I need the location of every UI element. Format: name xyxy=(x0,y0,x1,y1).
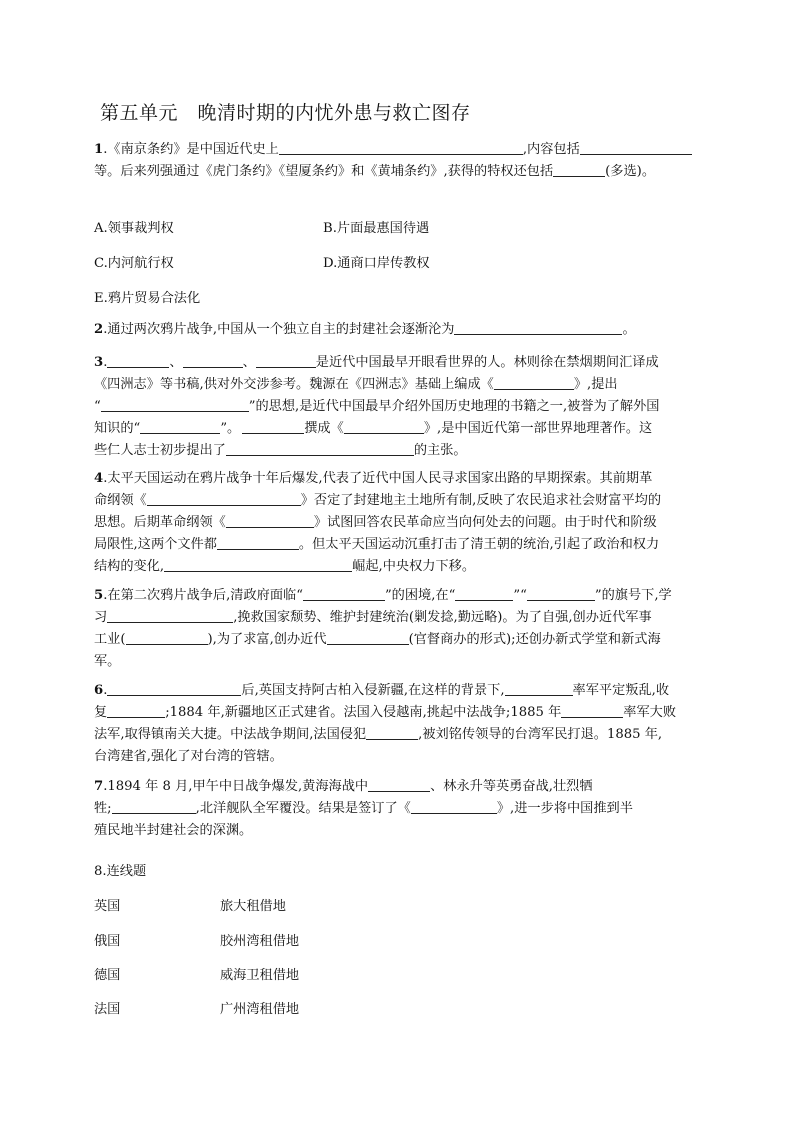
answer-blank[interactable] xyxy=(107,681,241,696)
page-title: 第五单元 晚清时期的内忧外患与救亡图存 xyxy=(100,102,471,124)
question-text: 是近代中国最早开眼看世界的人。林则徐在禁烟期间汇译成 xyxy=(315,355,659,370)
question-text: 》否定了封建地主土地所有制,反映了农民追求社会财富平均的 xyxy=(300,493,662,508)
answer-blank[interactable] xyxy=(344,419,424,434)
answer-blank[interactable] xyxy=(164,557,352,572)
question-number: 2 xyxy=(94,322,104,337)
answer-blank[interactable] xyxy=(226,513,314,528)
question-text: 》,是中国近代第一部世界地理著作。这 xyxy=(423,421,653,436)
option-d[interactable]: D.通商口岸传教权 xyxy=(323,256,430,271)
match-right-item[interactable]: 威海卫租借地 xyxy=(220,968,300,983)
question-2 xyxy=(94,319,704,341)
answer-blank[interactable] xyxy=(242,419,304,434)
question-text: . xyxy=(103,355,108,370)
question-text: 》,进一步将中国推到半 xyxy=(496,801,633,816)
question-text: 、 xyxy=(242,355,256,370)
question-text: 命纲领《 xyxy=(94,493,147,508)
question-5 xyxy=(94,585,704,673)
question-text: . xyxy=(103,683,108,698)
match-left-item[interactable]: 英国 xyxy=(94,899,121,914)
question-text: 台湾建省,强化了对台湾的管辖。 xyxy=(94,749,283,764)
answer-blank[interactable] xyxy=(561,703,623,718)
answer-blank[interactable] xyxy=(505,681,573,696)
question-text: 的主张。 xyxy=(413,443,467,458)
question-text: “ xyxy=(94,399,101,414)
question-number: 5 xyxy=(94,588,104,603)
answer-blank[interactable] xyxy=(183,353,243,368)
question-text: 结构的变化, xyxy=(94,559,165,574)
question-text: 后,英国支持阿古柏入侵新疆,在这样的背景下, xyxy=(241,683,505,698)
question-text: 法军,取得镇南关大捷。中法战争期间,法国侵犯 xyxy=(94,727,367,742)
question-7 xyxy=(94,776,704,842)
question-number: 4 xyxy=(94,471,104,486)
answer-blank[interactable] xyxy=(112,799,196,814)
question-text: 率军平定叛乱,收 xyxy=(572,683,670,698)
question-text: ”。 xyxy=(220,421,241,436)
question-text: ,被刘铭传领导的台湾军民打退。1885 年, xyxy=(418,727,663,742)
question-4 xyxy=(94,468,704,578)
question-text: 思想。后期革命纲领《 xyxy=(94,515,226,530)
question-text: 崛起,中央权力下移。 xyxy=(352,559,476,574)
question-number: 7 xyxy=(94,779,104,794)
option-c[interactable]: C.内河航行权 xyxy=(94,256,174,271)
answer-blank[interactable] xyxy=(553,162,605,177)
answer-blank[interactable] xyxy=(101,397,249,412)
option-b[interactable]: B.片面最惠国待遇 xyxy=(323,221,430,236)
question-text: ”的困境,在“ xyxy=(384,588,456,603)
answer-blank[interactable] xyxy=(140,419,220,434)
answer-blank[interactable] xyxy=(455,586,513,601)
answer-blank[interactable] xyxy=(217,535,299,550)
match-left-item[interactable]: 俄国 xyxy=(94,934,121,949)
question-text: 撰成《 xyxy=(304,421,344,436)
question-text: ,挽救国家颓势、维护封建统治(剿发捻,勤远略)。为了自强,创办近代军事 xyxy=(233,610,652,625)
answer-blank[interactable] xyxy=(226,441,414,456)
question-text: .在第二次鸦片战争后,清政府面临“ xyxy=(103,588,303,603)
answer-blank[interactable] xyxy=(527,586,595,601)
question-text: .太平天国运动在鸦片战争十年后爆发,代表了近代中国人民寻求国家出路的早期探索。其前期革 xyxy=(103,471,653,486)
question-text: 工业( xyxy=(94,632,126,647)
question-text: ;1884 年,新疆地区正式建省。法国入侵越南,挑起中法战争;1885 年 xyxy=(165,705,562,720)
question-text: ”的旗号下,学 xyxy=(594,588,672,603)
question-text: ”“ xyxy=(513,588,527,603)
question-text: 习 xyxy=(94,610,108,625)
question-text: (多选)。 xyxy=(605,164,656,179)
answer-blank[interactable] xyxy=(366,725,418,740)
match-right-item[interactable]: 胶州湾租借地 xyxy=(220,934,300,949)
question-text: 率军大败 xyxy=(623,705,677,720)
question-text: 》,提出 xyxy=(573,377,618,392)
match-right-item[interactable]: 广州湾租借地 xyxy=(220,1002,300,1017)
question-text: 些仁人志士初步提出了 xyxy=(94,443,226,458)
question-8-title: 8.连线题 xyxy=(94,864,147,879)
question-text: .1894 年 8 月,甲午中日战争爆发,黄海海战中 xyxy=(103,779,369,794)
question-text: ,北洋舰队全军覆没。结果是签订了《 xyxy=(195,801,411,816)
question-text: (官督商办的形式);还创办新式学堂和新式海 xyxy=(408,632,661,647)
match-right-item[interactable]: 旅大租借地 xyxy=(220,899,286,914)
answer-blank[interactable] xyxy=(368,777,430,792)
question-text: ”的思想,是近代中国最早介绍外国历史地理的书籍之一,被誉为了解外国 xyxy=(248,399,660,414)
question-text: 。 xyxy=(622,322,636,337)
question-text: ,内容包括 xyxy=(522,142,580,157)
question-text: 知识的“ xyxy=(94,421,141,436)
answer-blank[interactable] xyxy=(147,491,301,506)
question-text: 、林永升等英勇奋战,壮烈牺 xyxy=(430,779,593,794)
match-left-item[interactable]: 法国 xyxy=(94,1002,121,1017)
answer-blank[interactable] xyxy=(107,353,169,368)
answer-blank[interactable] xyxy=(107,703,165,718)
question-number: 6 xyxy=(94,683,104,698)
option-a[interactable]: A.领事裁判权 xyxy=(94,221,174,236)
match-left-item[interactable]: 德国 xyxy=(94,968,121,983)
answer-blank[interactable] xyxy=(327,630,409,645)
option-e[interactable]: E.鸦片贸易合法化 xyxy=(94,291,201,306)
question-text: 。但太平天国运动沉重打击了清王朝的统治,引起了政治和权力 xyxy=(298,537,660,552)
question-number: 1 xyxy=(94,142,104,157)
answer-blank[interactable] xyxy=(126,630,208,645)
question-text: 复 xyxy=(94,705,108,720)
question-text: 局限性,这两个文件都 xyxy=(94,537,217,552)
question-text: 殖民地半封建社会的深渊。 xyxy=(94,823,253,838)
question-text: 牲; xyxy=(94,801,112,816)
answer-blank[interactable] xyxy=(303,586,385,601)
question-text: .通过两次鸦片战争,中国从一个独立自主的封建社会逐渐沦为 xyxy=(103,322,455,337)
question-text: 》试图回答农民革命应当向何处去的问题。由于时代和阶级 xyxy=(313,515,657,530)
answer-blank[interactable] xyxy=(256,353,316,368)
question-text: ),为了求富,创办近代 xyxy=(207,632,327,647)
question-text: 等。后来列强通过《虎门条约》《望厦条约》和《黄埔条约》,获得的特权还包括 xyxy=(94,164,554,179)
answer-blank[interactable] xyxy=(494,375,574,390)
question-text: 军。 xyxy=(94,654,121,669)
question-text: 、 xyxy=(169,355,183,370)
question-3 xyxy=(94,352,704,462)
answer-blank[interactable] xyxy=(279,140,523,155)
answer-blank[interactable] xyxy=(107,608,233,623)
question-text: 《四洲志》等书稿,供对外交涉参考。魏源在《四洲志》基础上编成《 xyxy=(94,377,494,392)
answer-blank[interactable] xyxy=(454,320,622,335)
answer-blank[interactable] xyxy=(580,140,692,155)
question-number: 3 xyxy=(94,355,104,370)
answer-blank[interactable] xyxy=(411,799,497,814)
question-text: .《南京条约》是中国近代史上 xyxy=(103,142,279,157)
question-1 xyxy=(94,139,704,183)
question-6 xyxy=(94,680,704,768)
